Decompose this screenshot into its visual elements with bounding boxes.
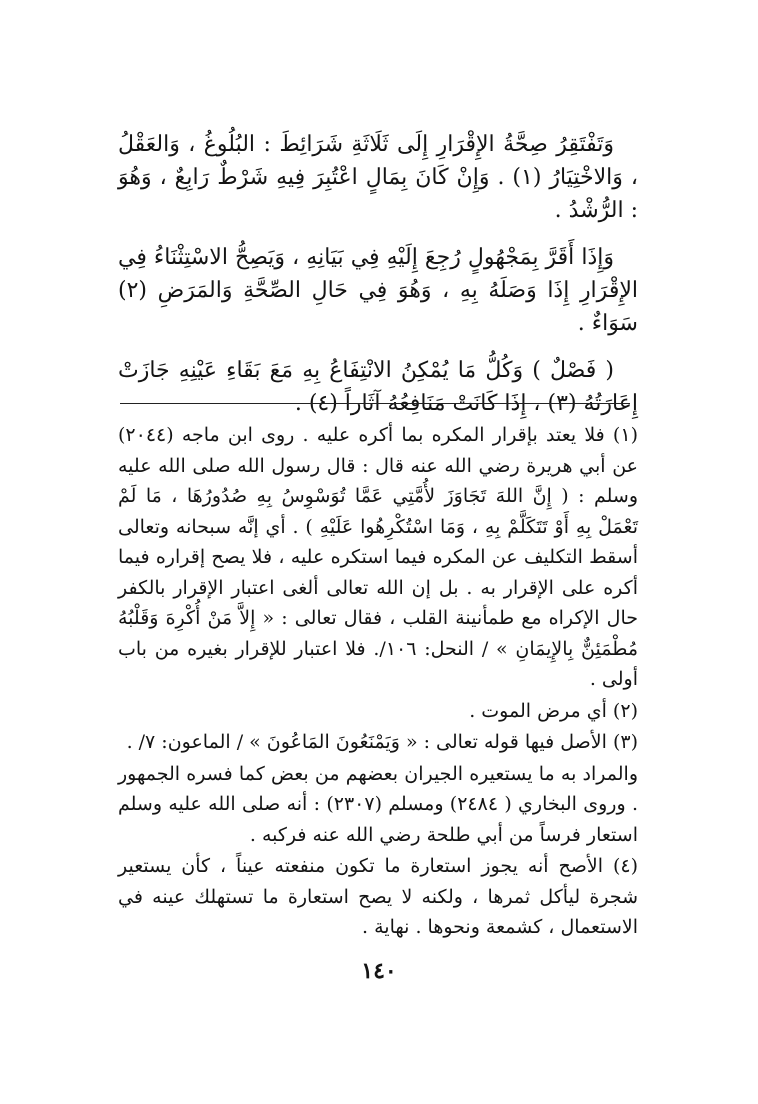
footnote-1: (١) فلا يعتد بإقرار المكره بما أكره عليه . روى ابن ماجه (٢٠٤٤) عن أبي هريرة رضي الله عنه قال : قال رسول الله صلى الله عليه وسلم : ( إِنَّ اللهَ تَجَاوَزَ لأُمَّتِي عَمَّا تُوَسْوِسُ بِهِ صُدُورُهَا ، مَا لَمْ تَعْمَلْ بِهِ أَوْ تَتَكَلَّمْ بِهِ ، وَمَا اسْتُكْرِهُوا عَلَيْهِ ) . أي إنَّه سبحانه وتعالى أسقط التكليف عن المكره فيما استكره عليه ، فلا يصح إقراره فيما أكره على الإقرار به . بل إن الله تعالى ألغى اعتبار الإقرار بالكفر حال الإكراه مع طمأنينة القلب ، فقال تعالى : « إِلاَّ مَنْ أُكْرِهَ وَقَلْبُهُ مُطْمَئِنٌّ بِالإِيمَانِ » / النحل: ١٠٦/. فلا اعتبار للإقرار بغيره من باب أولى .	[118, 424, 638, 690]
page-number: ١٤٠	[361, 958, 397, 984]
paragraph-conditions: وَتَفْتَقِرُ صِحَّةُ الإِقْرَارِ إِلَى ثَلَاثَةِ شَرَائِطَ : البُلُوغُ ، وَالعَقْلُ ، وَالاخْتِيَارُ (١) . وَإِنْ كَانَ بِمَالٍ اعْتُبِرَ فِيهِ شَرْطٌ رَابِعٌ ، وَهُوَ : الرُّشْدُ .	[118, 132, 638, 223]
paragraph-fasl-ariya: ( فَصْلٌ ) وَكُلُّ مَا يُمْكِنُ الانْتِفَاعُ بِهِ مَعَ بَقَاءِ عَيْنِهِ جَازَتْ إِعَارَتُهُ (٣) ، إِذَا كَانَتْ مَنَافِعُهُ آثَاراً (٤) .	[118, 358, 638, 416]
footnote-3-continued: والمراد به ما يستعيره الجيران بعضهم من بعض كما فسره الجمهور . وروى البخاري ( ٢٤٨٤) ومسلم (٢٣٠٧) : أنه صلى الله عليه وسلم استعار فرساً من أبي طلحة رضي الله عنه فركبه .	[118, 762, 638, 846]
footnotes	[118, 420, 638, 944]
main-text	[118, 128, 638, 434]
footnote-4: (٤) الأصح أنه يجوز استعارة ما تكون منفعته عيناً ، كأن يستعير شجرة ليأكل ثمرها ، ولكنه لا يصح استعارة ما تستهلك عينه في الاستعمال ، كشمعة ونحوها . نهاية .	[118, 855, 638, 938]
footnote-2: (٢) أي مرض الموت .	[469, 699, 638, 722]
footnote-3: (٣) الأصل فيها قوله تعالى : « وَيَمْنَعُونَ المَاعُونَ » / الماعون: ٧/ .	[126, 731, 638, 753]
paragraph-unknown-admission: وَإِذَا أَقَرَّ بِمَجْهُولٍ رُجِعَ إِلَيْهِ فِي بَيَانِهِ ، وَيَصِحُّ الاسْتِثْنَاءُ فِي الإِقْرَارِ إِذَا وَصَلَهُ بِهِ ، وَهُوَ فِي حَالِ الصِّحَّةِ وَالمَرَضِ (٢) سَوَاءٌ .	[118, 245, 638, 336]
footnote-divider	[120, 403, 630, 404]
